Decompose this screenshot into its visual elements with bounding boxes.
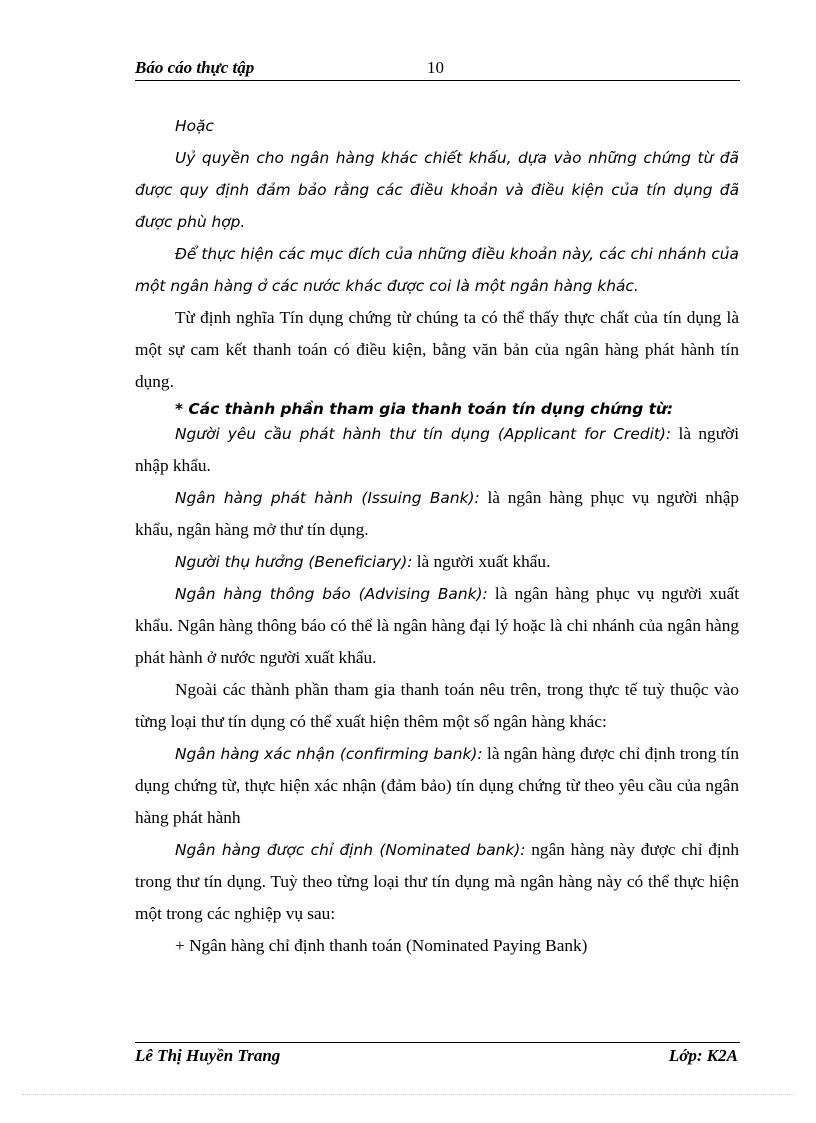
term-confirming-bank: Ngân hàng xác nhận (confirming bank):: [175, 745, 483, 763]
term-applicant: Người yêu cầu phát hành thư tín dụng (Applicant for Credit):: [175, 425, 672, 443]
paragraph-text: Hoặc: [175, 117, 214, 135]
paragraph-text: Để thực hiện các mục đích của những điều khoản này, các chi nhánh của một ngân hàng ở các nước khác được coi là một ngân hàng khác.: [135, 245, 739, 295]
paragraph-applicant: [135, 418, 739, 482]
desc-advising-bank: là ngân hàng phục vụ người xuất khẩu. Ngân hàng thông báo có thể là ngân hàng đại lý hoặc là chi nhánh của ngân hàng phát hành ở nước người xuất khẩu.: [135, 584, 739, 667]
heading-text: * Các thành phần tham gia thanh toán tín dụng chứng từ:: [175, 400, 674, 418]
desc-confirming-bank: là ngân hàng được chỉ định trong tín dụng chứng từ, thực hiện xác nhận (đảm bảo) tín dụng chứng từ theo yêu cầu của ngân hàng phát hành: [135, 744, 740, 827]
page-number: 10: [427, 58, 444, 77]
paragraph-muc-dich: [135, 238, 739, 302]
report-title: Báo cáo thực tập: [135, 58, 255, 77]
paragraph-confirming-bank: [135, 738, 739, 834]
class-label: Lớp: K2A: [668, 1046, 738, 1065]
page-break-divider: [22, 1094, 794, 1095]
page-body: [135, 110, 739, 962]
section-heading: [135, 400, 739, 418]
paragraph-issuing-bank: [135, 482, 739, 546]
author-name: Lê Thị Huyền Trang: [135, 1046, 281, 1065]
desc-nominated-bank: ngân hàng này được chỉ định trong thư tín dụng. Tuỳ theo từng loại thư tín dụng mà ngân hàng này có thể thực hiện một trong các nghiệp vụ sau:: [135, 840, 739, 923]
paragraph-dinh-nghia: Từ định nghĩa Tín dụng chứng từ chúng ta có thể thấy thực chất của tín dụng là một sự cam kết thanh toán có điều kiện, bằng văn bản của ngân hàng phát hành tín dụng.: [135, 308, 739, 391]
desc-applicant: là người nhập khẩu.: [135, 424, 739, 475]
desc-issuing-bank: là ngân hàng phục vụ người nhập khẩu, ngân hàng mở thư tín dụng.: [135, 488, 739, 539]
paragraph-advising-bank: [135, 578, 739, 674]
paragraph-other-parties: Ngoài các thành phần tham gia thanh toán nêu trên, trong thực tế tuỳ thuộc vào từng loại thư tín dụng có thể xuất hiện thêm một số ngân hàng khác:: [135, 680, 739, 731]
paragraph-uy-quyen: [135, 142, 739, 238]
page-footer: [135, 1042, 740, 1070]
desc-beneficiary: là người xuất khẩu.: [412, 552, 551, 571]
term-advising-bank: Ngân hàng thông báo (Advising Bank):: [175, 585, 488, 603]
paragraph-nominated-bank: [135, 834, 739, 930]
term-nominated-bank: Ngân hàng được chỉ định (Nominated bank):: [175, 841, 526, 859]
term-issuing-bank: Ngân hàng phát hành (Issuing Bank):: [175, 489, 480, 507]
paragraph-beneficiary: [135, 546, 739, 578]
term-beneficiary: Người thụ hưởng (Beneficiary):: [175, 553, 413, 571]
page-header: [135, 58, 740, 81]
paragraph-text: Uỷ quyền cho ngân hàng khác chiết khấu, dựa vào những chứng từ đã được quy định đảm bảo rằng các điều khoản và điều kiện của tín dụng đã được phù hợp.: [135, 149, 739, 231]
paragraph-hoac: [135, 110, 739, 142]
list-item-paying-bank: + Ngân hàng chỉ định thanh toán (Nominated Paying Bank): [175, 936, 588, 955]
